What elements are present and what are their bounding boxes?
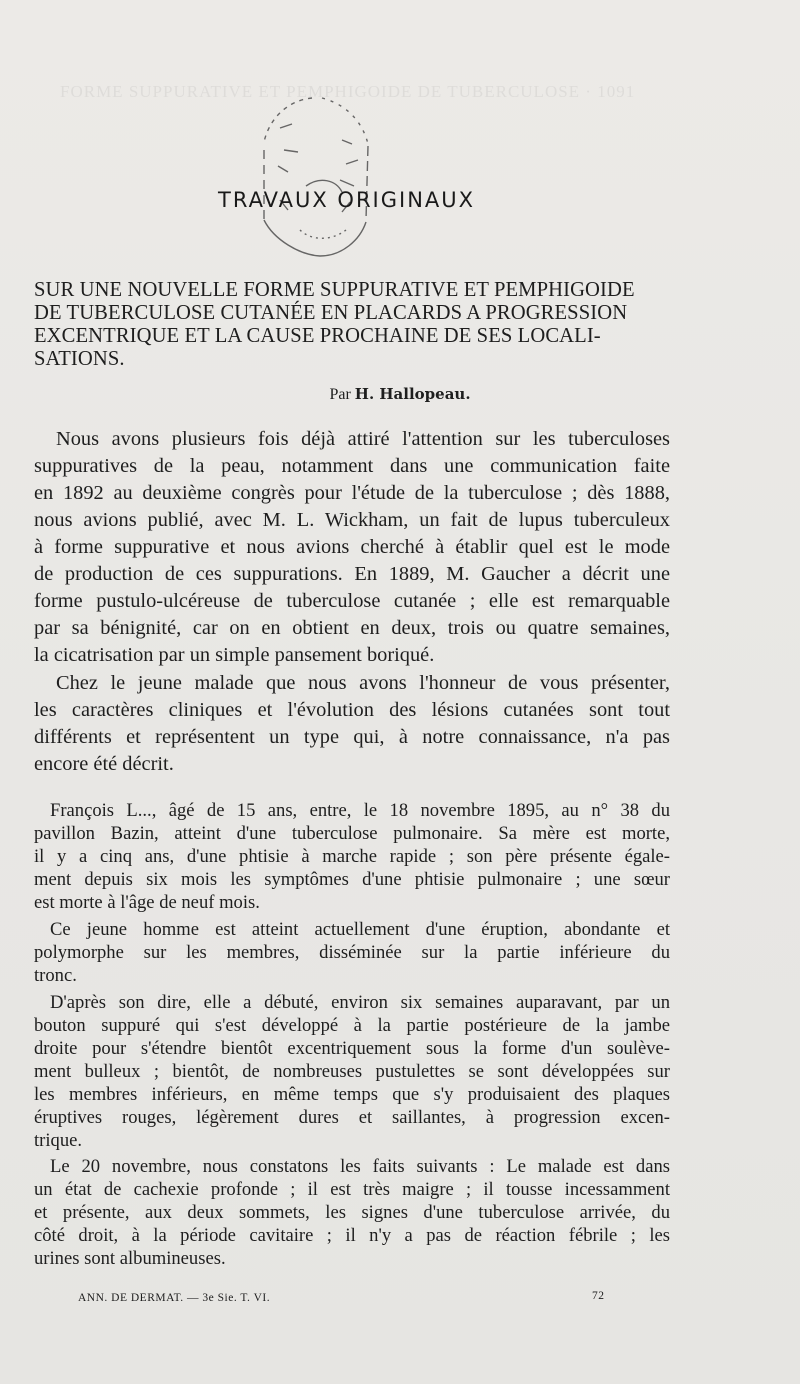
text-line: en 1892 au deuxième congrès pour l'étude de la tuberculose ; dès 1888, (34, 482, 670, 504)
text-line: de production de ces suppurations. En 1889, M. Gaucher a décrit une (34, 563, 670, 585)
journal-reference: ANN. DE DERMAT. — 3e Sie. T. VI. (78, 1292, 271, 1304)
text-line: les caractères cliniques et l'évolution des lésions cutanées sont tout (34, 699, 670, 721)
author-name: H. Hallopeau. (354, 385, 471, 403)
text-line: Nous avons plusieurs fois déjà attiré l'attention sur les tuberculoses (56, 428, 670, 450)
text-line: polymorphe sur les membres, disséminée sur la partie inférieure du (34, 942, 670, 963)
text-line: droite pour s'étendre bientôt excentriquement sous la forme d'un soulève- (34, 1038, 670, 1059)
text-line: et présente, aux deux sommets, les signes d'une tuberculose arrivée, du (34, 1202, 670, 1223)
text-line: encore été décrit. (34, 753, 174, 775)
text-line: tronc. (34, 965, 77, 986)
text-line: différents et représentent un type qui, à notre connaissance, n'a pas (34, 726, 670, 748)
byline (0, 385, 800, 404)
bleed-through-header: FORME SUPPURATIVE ET PEMPHIGOIDE DE TUBERCULOSE · 1091 (60, 82, 636, 101)
text-line: côté droit, à la période cavitaire ; il n'y a pas de réaction fébrile ; les (34, 1225, 670, 1246)
text-line: est morte à l'âge de neuf mois. (34, 892, 260, 913)
text-line: ment depuis six mois les symptômes d'une phtisie pulmonaire ; une sœur (34, 869, 670, 890)
text-line: il y a cinq ans, d'une phtisie à marche rapide ; son père présente égale- (34, 846, 670, 867)
text-line: éruptives rouges, légèrement dures et saillantes, à progression excen- (34, 1107, 670, 1128)
text-line: D'après son dire, elle a débuté, environ six semaines auparavant, par un (50, 992, 670, 1013)
text-line: urines sont albumineuses. (34, 1248, 226, 1269)
text-line: un état de cachexie profonde ; il est très maigre ; il tousse incessamment (34, 1179, 670, 1200)
text-line: pavillon Bazin, atteint d'une tuberculose pulmonaire. Sa mère est morte, (34, 823, 670, 844)
title-line: DE TUBERCULOSE CUTANÉE EN PLACARDS A PROGRESSION (34, 302, 628, 324)
text-line: Le 20 novembre, nous constatons les faits suivants : Le malade est dans (50, 1156, 670, 1177)
text-line: bouton suppuré qui s'est développé à la partie postérieure de la jambe (34, 1015, 670, 1036)
text-line: nous avions publié, avec M. L. Wickham, un fait de lupus tuberculeux (34, 509, 670, 531)
title-line: EXCENTRIQUE ET LA CAUSE PROCHAINE DE SES LOCALI- (34, 325, 601, 347)
page-number: 72 (592, 1290, 605, 1302)
byline-prefix: Par (329, 386, 351, 403)
text-line: Chez le jeune malade que nous avons l'honneur de vous présenter, (56, 672, 670, 694)
library-stamp-graphic (250, 80, 380, 260)
text-line: forme pustulo-ulcéreuse de tuberculose cutanée ; elle est remarquable (34, 590, 670, 612)
text-line: ment bulleux ; bientôt, de nombreuses pustulettes se sont développées sur (34, 1061, 670, 1082)
text-line: par sa bénignité, car on en obtient en deux, trois ou quatre semaines, (34, 617, 670, 639)
article-title (34, 279, 674, 371)
title-line: SATIONS. (34, 348, 125, 370)
section-title: TRAVAUX ORIGINAUX (218, 188, 476, 212)
text-line: trique. (34, 1130, 83, 1151)
text-line: François L..., âgé de 15 ans, entre, le 18 novembre 1895, au n° 38 du (50, 800, 670, 821)
text-line: la cicatrisation par un simple pansement boriqué. (34, 644, 435, 666)
title-line: SUR UNE NOUVELLE FORME SUPPURATIVE ET PEMPHIGOIDE (34, 279, 635, 301)
text-line: les membres inférieurs, en même temps que s'y produisaient des plaques (34, 1084, 670, 1105)
text-line: Ce jeune homme est atteint actuellement d'une éruption, abondante et (50, 919, 670, 940)
text-line: suppuratives de la peau, notamment dans une communication faite (34, 455, 670, 477)
text-line: à forme suppurative et nous avions cherché à établir quel est le mode (34, 536, 670, 558)
